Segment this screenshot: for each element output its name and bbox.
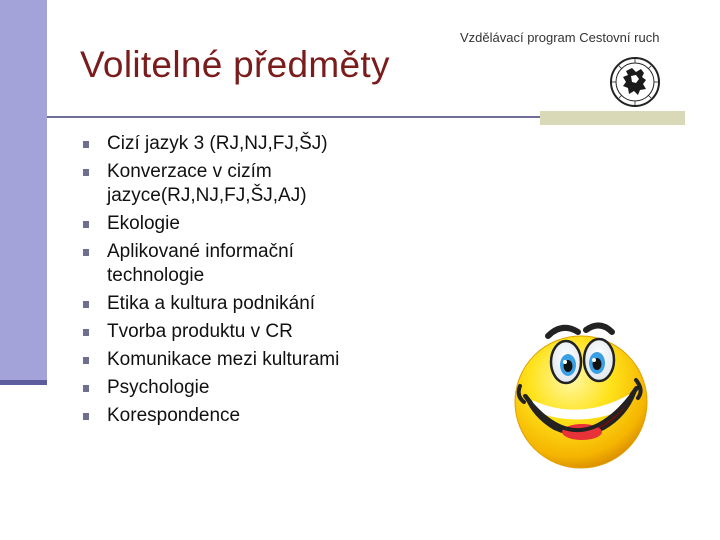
list-item — [82, 376, 382, 400]
list-item-label: Korespondence — [107, 405, 241, 426]
smiley-face-icon — [508, 318, 654, 470]
bullet-marker — [83, 249, 89, 256]
list-item — [82, 132, 382, 156]
header-rule — [47, 116, 540, 118]
list-item-label: Etika a kultura podnikání — [107, 293, 316, 314]
list-item — [82, 292, 382, 316]
list-item — [82, 404, 382, 428]
list-item — [82, 212, 382, 236]
left-sidebar-bar — [0, 0, 47, 384]
list-item — [82, 320, 382, 344]
list-item-label: Konverzace v cizím jazyce(RJ,NJ,FJ,ŠJ,AJ) — [107, 161, 307, 206]
slide-title: Volitelné předměty — [80, 44, 390, 85]
bullet-marker — [83, 329, 89, 336]
bullet-marker — [83, 301, 89, 308]
list-item-label: Aplikované informační technologie — [107, 241, 294, 286]
bullet-marker — [83, 141, 89, 148]
program-header-text: Vzdělávací program Cestovní ruch — [460, 30, 660, 45]
bullet-marker — [83, 385, 89, 392]
course-list — [82, 132, 382, 432]
header-rule-accent — [540, 111, 685, 125]
list-item-label: Cizí jazyk 3 (RJ,NJ,FJ,ŠJ) — [107, 133, 328, 154]
bullet-marker — [83, 413, 89, 420]
list-item-label: Psychologie — [107, 377, 210, 398]
list-item-label: Komunikace mezi kulturami — [107, 349, 340, 370]
list-item-label: Tvorba produktu v CR — [107, 321, 293, 342]
left-sidebar-bar-edge — [0, 380, 47, 385]
bullet-marker — [83, 169, 89, 176]
list-item-label: Ekologie — [107, 213, 180, 234]
emblem-seal-icon — [609, 56, 661, 108]
bullet-marker — [83, 357, 89, 364]
list-item — [82, 160, 382, 208]
list-item — [82, 240, 382, 288]
bullet-marker — [83, 221, 89, 228]
list-item — [82, 348, 382, 372]
